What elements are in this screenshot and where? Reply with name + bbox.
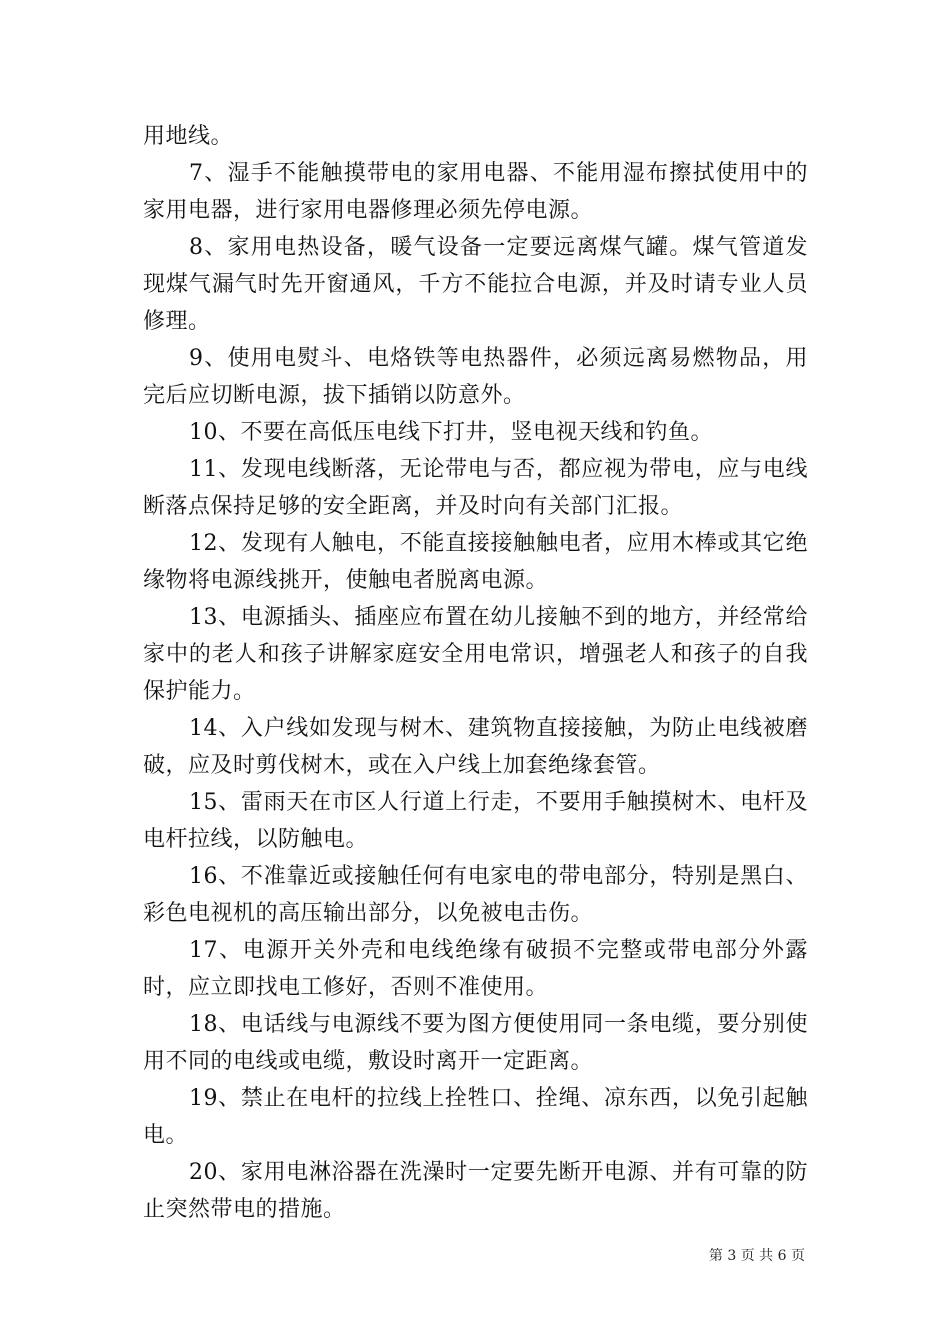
paragraph-item-8: 8、家用电热设备，暖气设备一定要远离煤气罐。煤气管道发现煤气漏气时先开窗通风，千方不能拉合电源，并及时请专业人员修理。 — [143, 235, 808, 334]
paragraph-item-12: 12、发现有人触电，不能直接接触触电者，应用木棒或其它绝缘物将电源线挑开，使触电者脱离电源。 — [143, 531, 808, 593]
paragraph-continuation: 用地线。 — [143, 124, 234, 149]
paragraph-item-17: 17、电源开关外壳和电线绝缘有破损不完整或带电部分外露时，应立即找电工修好，否则不准使用。 — [143, 938, 808, 1000]
paragraph-item-14: 14、入户线如发现与树木、建筑物直接接触，为防止电线被磨破，应及时剪伐树木，或在入户线上加套绝缘套管。 — [143, 716, 808, 778]
paragraph-item-13: 13、电源插头、插座应布置在幼儿接触不到的地方，并经常给家中的老人和孩子讲解家庭安全用电常识，增强老人和孩子的自我保护能力。 — [143, 605, 808, 704]
paragraph-item-7: 7、湿手不能触摸带电的家用电器、不能用湿布擦拭使用中的家用电器，进行家用电器修理必须先停电源。 — [143, 161, 808, 223]
page-number-footer: 第 3 页 共 6 页 — [708, 1248, 805, 1264]
paragraph-item-20: 20、家用电淋浴器在洗澡时一定要先断开电源、并有可靠的防止突然带电的措施。 — [143, 1160, 808, 1222]
paragraph-item-18: 18、电话线与电源线不要为图方便使用同一条电缆，要分别使用不同的电线或电缆，敷设时离开一定距离。 — [143, 1012, 808, 1074]
paragraph-item-9: 9、使用电熨斗、电烙铁等电热器件，必须远离易燃物品，用完后应切断电源，拔下插销以防意外。 — [143, 346, 808, 408]
paragraph-item-19: 19、禁止在电杆的拉线上拴牲口、拴绳、凉东西，以免引起触电。 — [143, 1086, 808, 1148]
paragraph-item-11: 11、发现电线断落，无论带电与否，都应视为带电，应与电线断落点保持足够的安全距离，并及时向有关部门汇报。 — [143, 457, 808, 519]
paragraph-item-16: 16、不准靠近或接触任何有电家电的带电部分，特别是黑白、彩色电视机的高压输出部分，以免被电击伤。 — [143, 864, 808, 926]
paragraph-item-10: 10、不要在高低压电线下打井，竖电视天线和钓鱼。 — [189, 420, 713, 445]
document-body — [143, 118, 808, 1228]
paragraph-item-15: 15、雷雨天在市区人行道上行走，不要用手触摸树木、电杆及电杆拉线，以防触电。 — [143, 790, 808, 852]
